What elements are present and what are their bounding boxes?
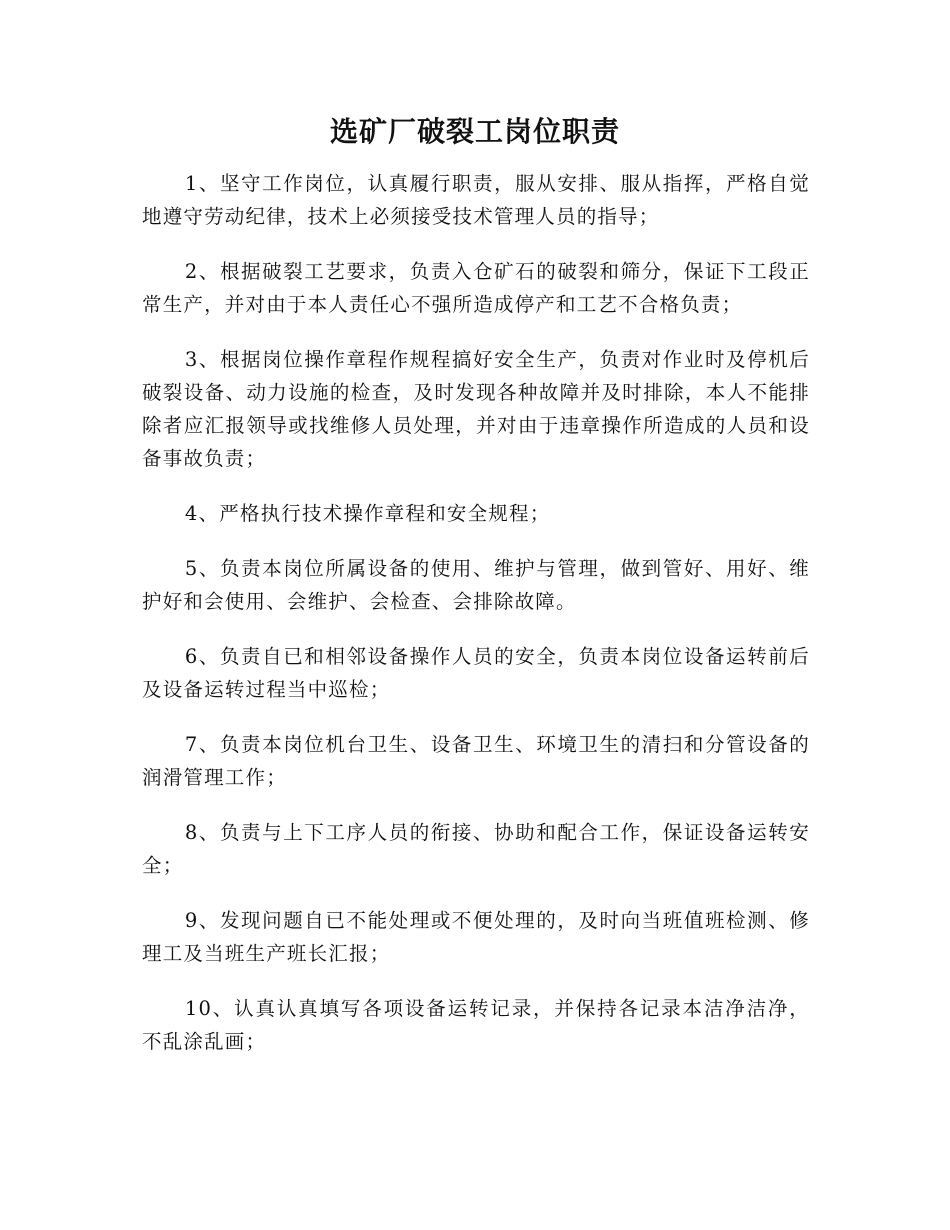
- duty-item-9: 9、发现问题自已不能处理或不便处理的，及时向当班值班检测、修理工及当班生产班长汇报；: [142, 909, 810, 965]
- duty-item-6: 6、负责自已和相邻设备操作人员的安全，负责本岗位设备运转前后及设备运转过程当中巡检；: [142, 645, 810, 701]
- duty-item-7: 7、负责本岗位机台卫生、设备卫生、环境卫生的清扫和分管设备的润滑管理工作；: [142, 733, 810, 789]
- duty-item-8: 8、负责与上下工序人员的衔接、协助和配合工作，保证设备运转安全；: [142, 821, 810, 877]
- duty-item-2: 2、根据破裂工艺要求，负责入仓矿石的破裂和筛分，保证下工段正常生产，并对由于本人责任心不强所造成停产和工艺不合格负责；: [142, 260, 810, 316]
- duty-item-1: 1、坚守工作岗位，认真履行职责，服从安排、服从指挥，严格自觉地遵守劳动纪律，技术上必须接受技术管理人员的指导；: [142, 172, 810, 228]
- duty-item-4: 4、严格执行技术操作章程和安全规程；: [184, 502, 551, 525]
- duty-item-5: 5、负责本岗位所属设备的使用、维护与管理，做到管好、用好、维护好和会使用、会维护、会检查、会排除故障。: [142, 557, 810, 613]
- duty-item-3: 3、根据岗位操作章程作规程搞好安全生产，负责对作业时及停机后破裂设备、动力设施的检查，及时发现各种故障并及时排除，本人不能排除者应汇报领导或找维修人员处理，并对由于违章操作所造成的人员和设备事故负责；: [142, 348, 810, 470]
- document-title: 选矿厂破裂工岗位职责: [329, 115, 620, 148]
- duty-list: [142, 167, 810, 1080]
- duty-item-10: 10、认真认真填写各项设备运转记录，并保持各记录本洁净洁净，不乱涂乱画；: [142, 997, 810, 1053]
